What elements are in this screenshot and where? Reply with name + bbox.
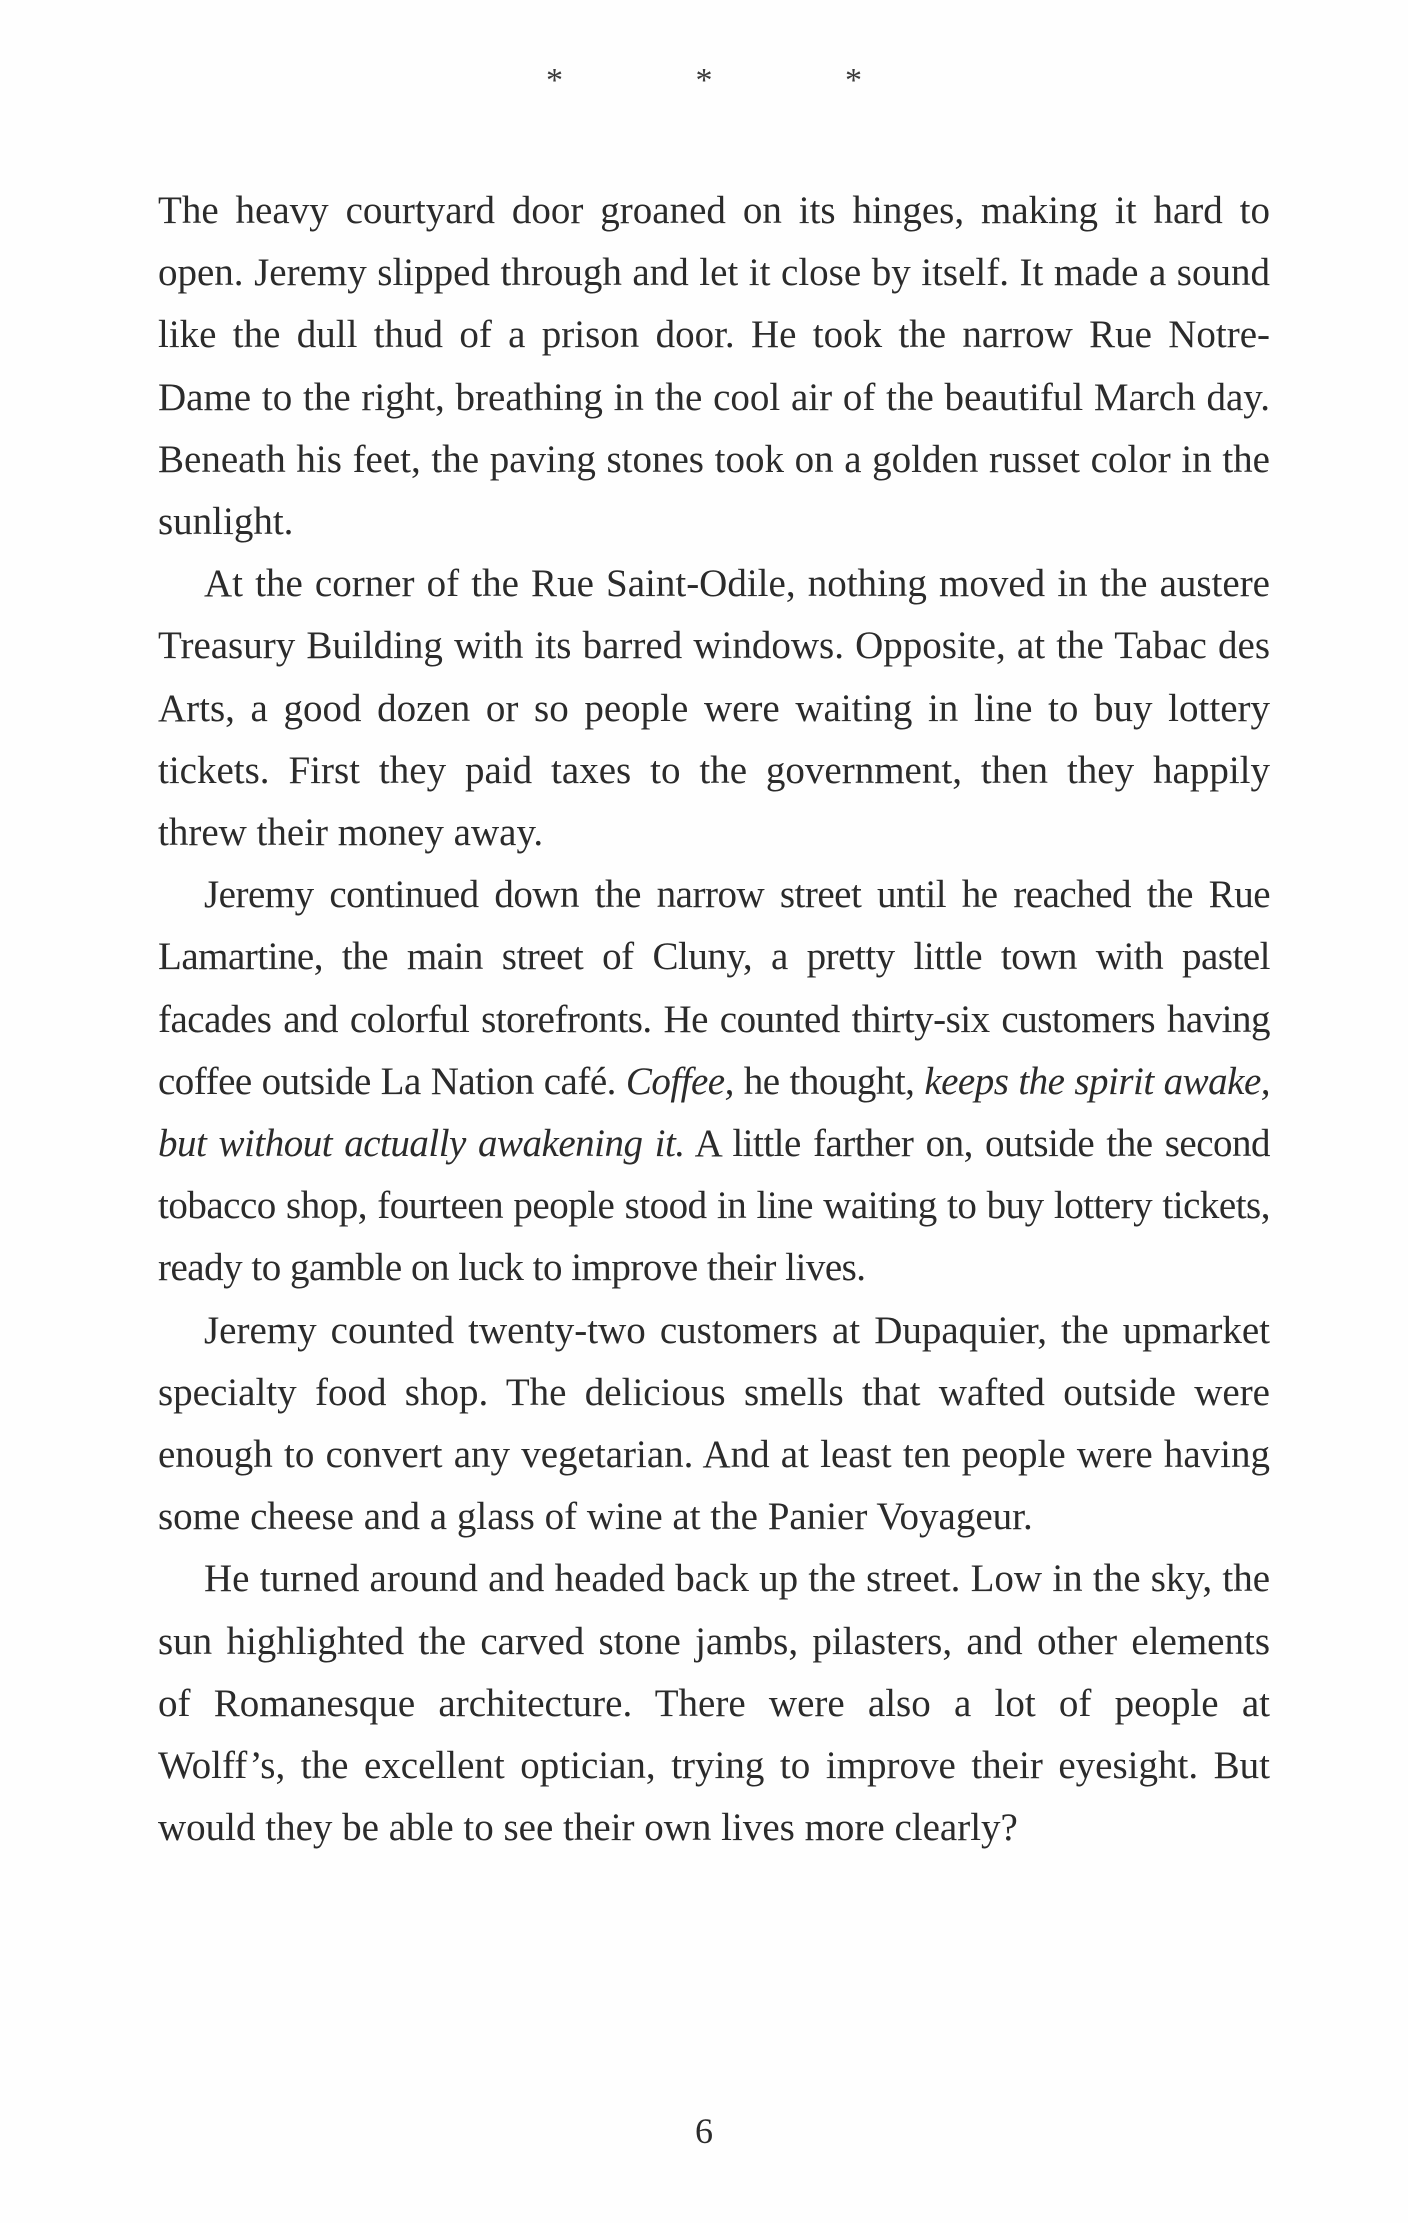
body-text [158,180,1270,1859]
paragraph-2 [158,553,1270,864]
paragraph-3-italic-thought: keeps the spirit awake, but without actually awakening it. [158,1059,1271,1166]
paragraph-4 [158,1300,1270,1549]
paragraph-3-text-c: A little farther on, outside the second tobacco shop, fourteen people stood in line waiting to buy lottery tickets, ready to gamble on luck to improve their lives. [158,1122,1270,1290]
section-break-asterisks: * * * [546,62,924,99]
paragraph-1-text: The heavy courtyard door groaned on its hinges, making it hard to open. Jeremy slipped through and let it close by itself. It made a sound like the dull thud of a prison door. He took the narrow Rue Notre-Dame to the right, breathing in the cool air of the beautiful March day. Beneath his feet, the paving stones took on a golden russet color in the sunlight. [158,189,1270,544]
paragraph-3-text-b: he thought, [733,1059,925,1103]
paragraph-1 [158,180,1270,553]
paragraph-3 [158,864,1270,1299]
page-number: 6 [695,2111,713,2151]
paragraph-3-italic-coffee: Coffee, [625,1059,734,1103]
paragraph-5 [158,1548,1270,1859]
paragraph-5-text: He turned around and headed back up the street. Low in the sky, the sun highlighted the carved stone jambs, pilasters, and other elements of Romanesque architecture. There were also a lot of people at Wolff’s, the excellent optician, trying to improve their eyesight. But would they be able to see their own lives more clearly? [158,1557,1270,1850]
paragraph-2-text: At the corner of the Rue Saint-Odile, nothing moved in the austere Treasury Building with its barred windows. Opposite, at the Tabac des Arts, a good dozen or so people were waiting in line to buy lottery tickets. First they paid taxes to the government, then they happily threw their money away. [158,562,1270,855]
paragraph-4-text: Jeremy counted twenty-two customers at Dupaquier, the upmarket specialty food shop. The delicious smells that wafted outside were enough to convert any vegetarian. And at least ten people were having some cheese and a glass of wine at the Panier Voyageur. [158,1308,1270,1539]
paragraph-3-text-a: Jeremy continued down the narrow street until he reached the Rue Lamartine, the main street of Cluny, a pretty little town with pastel facades and colorful storefronts. He counted thirty-six customers having coffee outside La Nation café. [158,873,1270,1103]
